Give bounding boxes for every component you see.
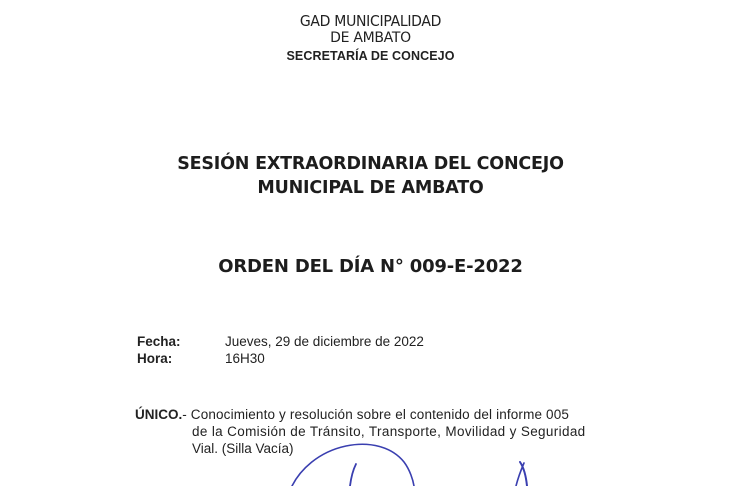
order-title: ORDEN DEL DÍA N° 009-E-2022 — [218, 256, 523, 277]
org-name-line2: DE AMBATO — [330, 30, 411, 46]
agenda-label: ÚNICO. — [135, 407, 183, 422]
agenda-item — [135, 406, 605, 457]
agenda-text-line2: de la Comisión de Tránsito, Transporte, Movilidad y Seguridad — [192, 424, 586, 439]
session-title — [0, 152, 741, 200]
date-label: Fecha: — [137, 334, 181, 349]
session-title-line2: MUNICIPAL DE AMBATO — [257, 178, 484, 198]
org-name-line1: GAD MUNICIPALIDAD — [299, 13, 442, 31]
agenda-text-line3: Vial. (Silla Vacía) — [192, 441, 294, 456]
agenda-line1 — [135, 406, 605, 423]
date-value: Jueves, 29 de diciembre de 2022 — [225, 334, 424, 349]
session-title-line1: SESIÓN EXTRAORDINARIA DEL CONCEJO — [177, 154, 564, 174]
time-value: 16H30 — [225, 351, 265, 366]
time-label: Hora: — [137, 351, 173, 366]
department-name: SECRETARÍA DE CONCEJO — [286, 49, 455, 63]
agenda-text-line1: - Conocimiento y resolución sobre el contenido del informe 005 — [182, 407, 570, 422]
